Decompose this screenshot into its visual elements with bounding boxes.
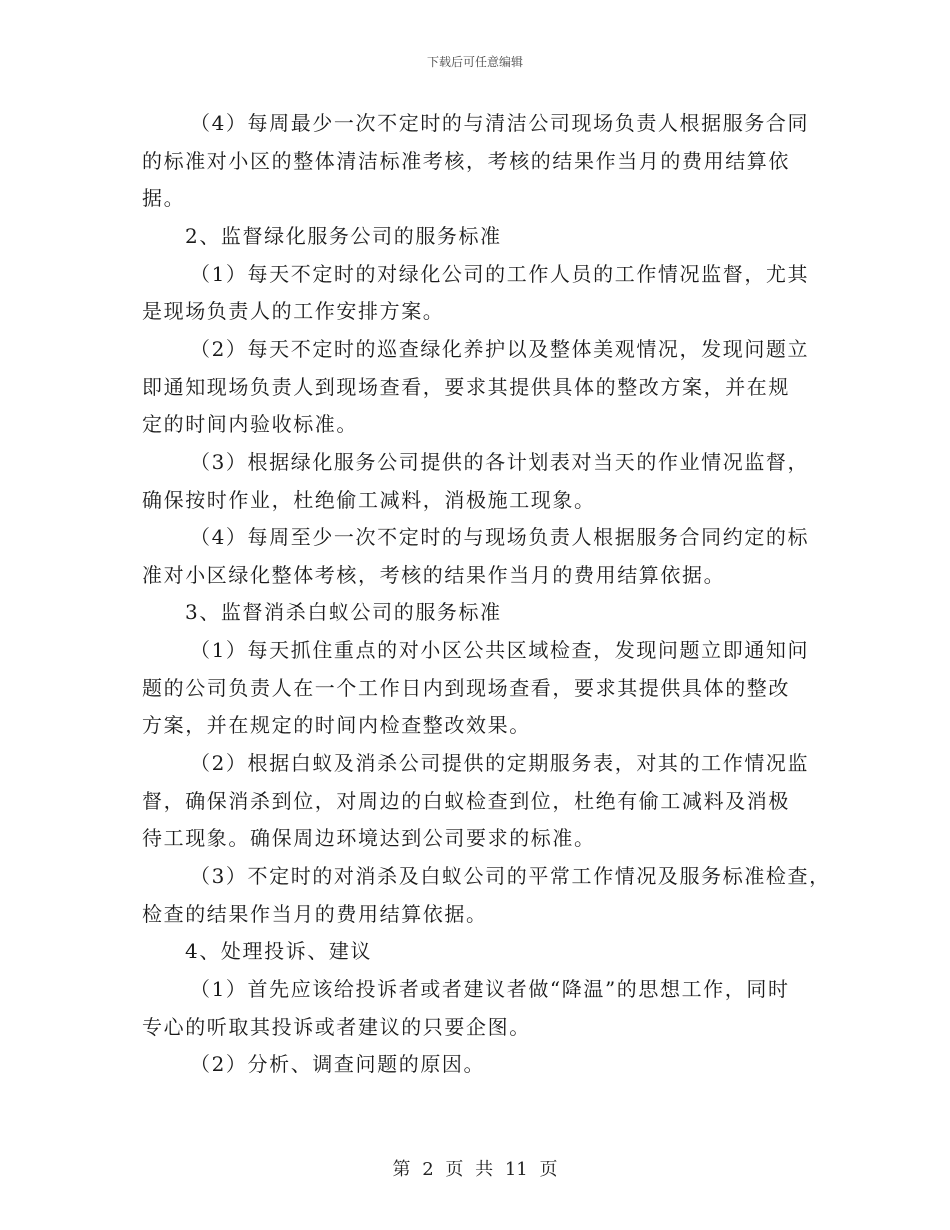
body-line: （4）每周最少一次不定时的与清洁公司现场负责人根据服务合同 [190,111,810,135]
body-line: 专心的听取其投诉或者建议的只要企图。 [142,1015,531,1039]
body-line: （3）根据绿化服务公司提供的各计划表对当天的作业情况监督， [190,450,810,474]
body-line: （1）每天抓住重点的对小区公共区域检查，发现问题立即通知问 [190,638,810,662]
body-line: 题的公司负责人在一个工作日内到现场查看，要求其提供具体的整改 [142,676,790,700]
body-line: 确保按时作业，杜绝偷工减料，消极施工现象。 [142,488,596,512]
body-line: （1）每天不定时的对绿化公司的工作人员的工作情况监督，尤其 [190,262,810,286]
body-line: 是现场负责人的工作安排方案。 [142,299,445,323]
body-line: 的标准对小区的整体清洁标准考核，考核的结果作当月的费用结算依 [142,149,790,173]
body-line: 方案，并在规定的时间内检查整改效果。 [142,713,531,737]
body-line: （2）分析、调查问题的原因。 [190,1052,486,1076]
body-line: 定的时间内验收标准。 [142,412,358,436]
body-line: （3）不定时的对消杀及白蚁公司的平常工作情况及服务标准检查， [190,864,831,888]
body-line: 待工现象。确保周边环境达到公司要求的标准。 [142,826,596,850]
body-line: （2）根据白蚁及消杀公司提供的定期服务表，对其的工作情况监 [190,751,810,775]
page-footer: 第 2 页 共 11 页 [392,1159,558,1180]
body-line: 督，确保消杀到位，对周边的白蚁检查到位，杜绝有偷工减料及消极 [142,789,790,813]
page-header: 下载后可任意编辑 [426,55,523,69]
body-line: 即通知现场负责人到现场查看，要求其提供具体的整改方案，并在规 [142,375,790,399]
body-line: （2）每天不定时的巡查绿化养护以及整体美观情况，发现问题立 [190,337,810,361]
body-line: 准对小区绿化整体考核，考核的结果作当月的费用结算依据。 [142,563,726,587]
body-line: （4）每周至少一次不定时的与现场负责人根据服务合同约定的标 [190,525,810,549]
body-line: 据。 [142,186,186,210]
section-heading: 3、监督消杀白蚁公司的服务标准 [185,600,502,624]
body-line: 检查的结果作当月的费用结算依据。 [142,902,488,926]
body-line: （1）首先应该给投诉者或者建议者做“降温”的思想工作，同时 [190,977,790,1001]
section-heading: 2、监督绿化服务公司的服务标准 [185,224,502,248]
section-heading: 4、处理投诉、建议 [185,939,373,963]
